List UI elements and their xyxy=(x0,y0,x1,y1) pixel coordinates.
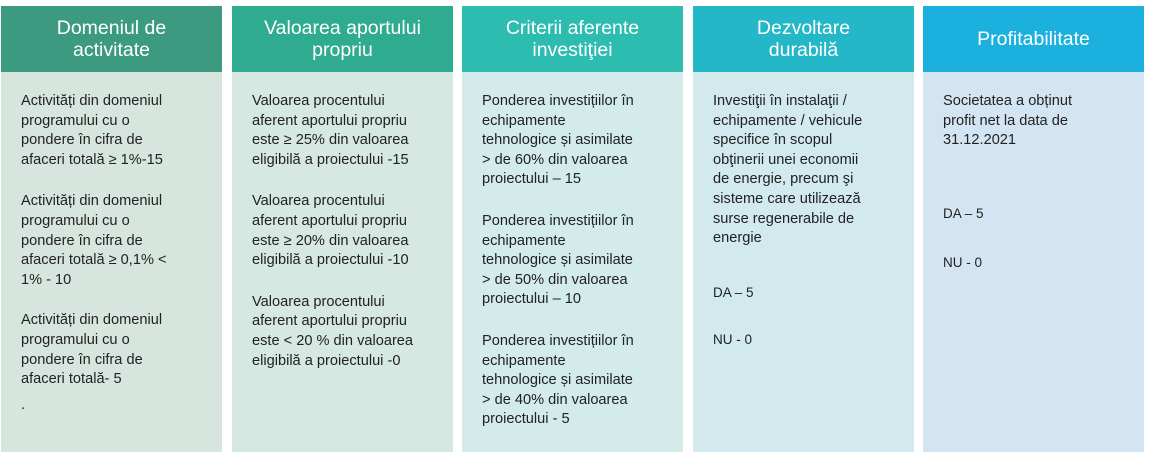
column-dezvoltare-durabila xyxy=(693,6,914,452)
criterion-item: Ponderea investițiilor în echipamente tehnologice și asimilate > de 40% din valoarea proiectului - 5 xyxy=(482,332,634,428)
criterion-item: . xyxy=(21,396,26,413)
criterion-item: Valoarea procentului aferent aportului propriu este ≥ 20% din valoarea eligibilă a proiectului -10 xyxy=(252,193,409,269)
criterion-item: Activități din domeniul programului cu o pondere în cifra de afaceri totală ≥ 0,1% < 1% - 10 xyxy=(21,193,167,288)
criterion-item: DA – 5 xyxy=(943,205,984,221)
criterion-item: Valoarea procentului aferent aportului propriu este < 20 % din valoarea eligibilă a proiectului -0 xyxy=(252,293,414,369)
header-text: Valoarea aportului propriu xyxy=(264,17,421,61)
column-profitabilitate xyxy=(923,6,1144,452)
header-text: Domeniul de activitate xyxy=(56,17,167,61)
criterion-item: DA – 5 xyxy=(713,284,754,300)
column-body xyxy=(462,72,683,452)
column-header xyxy=(232,6,453,72)
column-domeniul-de-activitate xyxy=(1,6,222,452)
criterion-item: NU - 0 xyxy=(713,332,753,348)
criterion-item: Ponderea investițiilor în echipamente tehnologice și asimilate > de 60% din valoarea proiectului – 15 xyxy=(482,93,634,188)
header-text: Criterii aferente investiţiei xyxy=(505,17,640,61)
criterion-item: Societatea a obținut profit net la data de 31.12.2021 xyxy=(943,93,1073,149)
column-header xyxy=(923,6,1144,72)
criterion-item: NU - 0 xyxy=(943,255,983,271)
column-header xyxy=(693,6,914,72)
header-text: Profitabilitate xyxy=(977,28,1090,50)
column-body xyxy=(923,72,1144,452)
column-valoarea-aportului-propriu xyxy=(232,6,453,452)
column-header xyxy=(462,6,683,72)
criterion-item: Activități din domeniul programului cu o pondere în cifra de afaceri totală ≥ 1%-15 xyxy=(21,93,163,168)
header-text: Dezvoltare durabilă xyxy=(756,17,851,61)
criterion-item: Investiţii în instalaţii / echipamente / vehicule specifice în scopul obţinerii unei economii de energie, precum şi sisteme care utilizează surse regenerabile de energie xyxy=(713,93,863,247)
column-body xyxy=(232,72,453,452)
criterion-item: Activități din domeniul programului cu o pondere în cifra de afaceri totală- 5 xyxy=(21,312,163,388)
column-body xyxy=(1,72,222,452)
criterion-item: Ponderea investițiilor în echipamente tehnologice și asimilate > de 50% din valoarea proiectului – 10 xyxy=(482,212,634,308)
criterion-item: Valoarea procentului aferent aportului propriu este ≥ 25% din valoarea eligibilă a proiectului -15 xyxy=(252,93,409,168)
column-header xyxy=(1,6,222,72)
column-criterii-aferente-investitiei xyxy=(462,6,683,452)
column-body xyxy=(693,72,914,452)
